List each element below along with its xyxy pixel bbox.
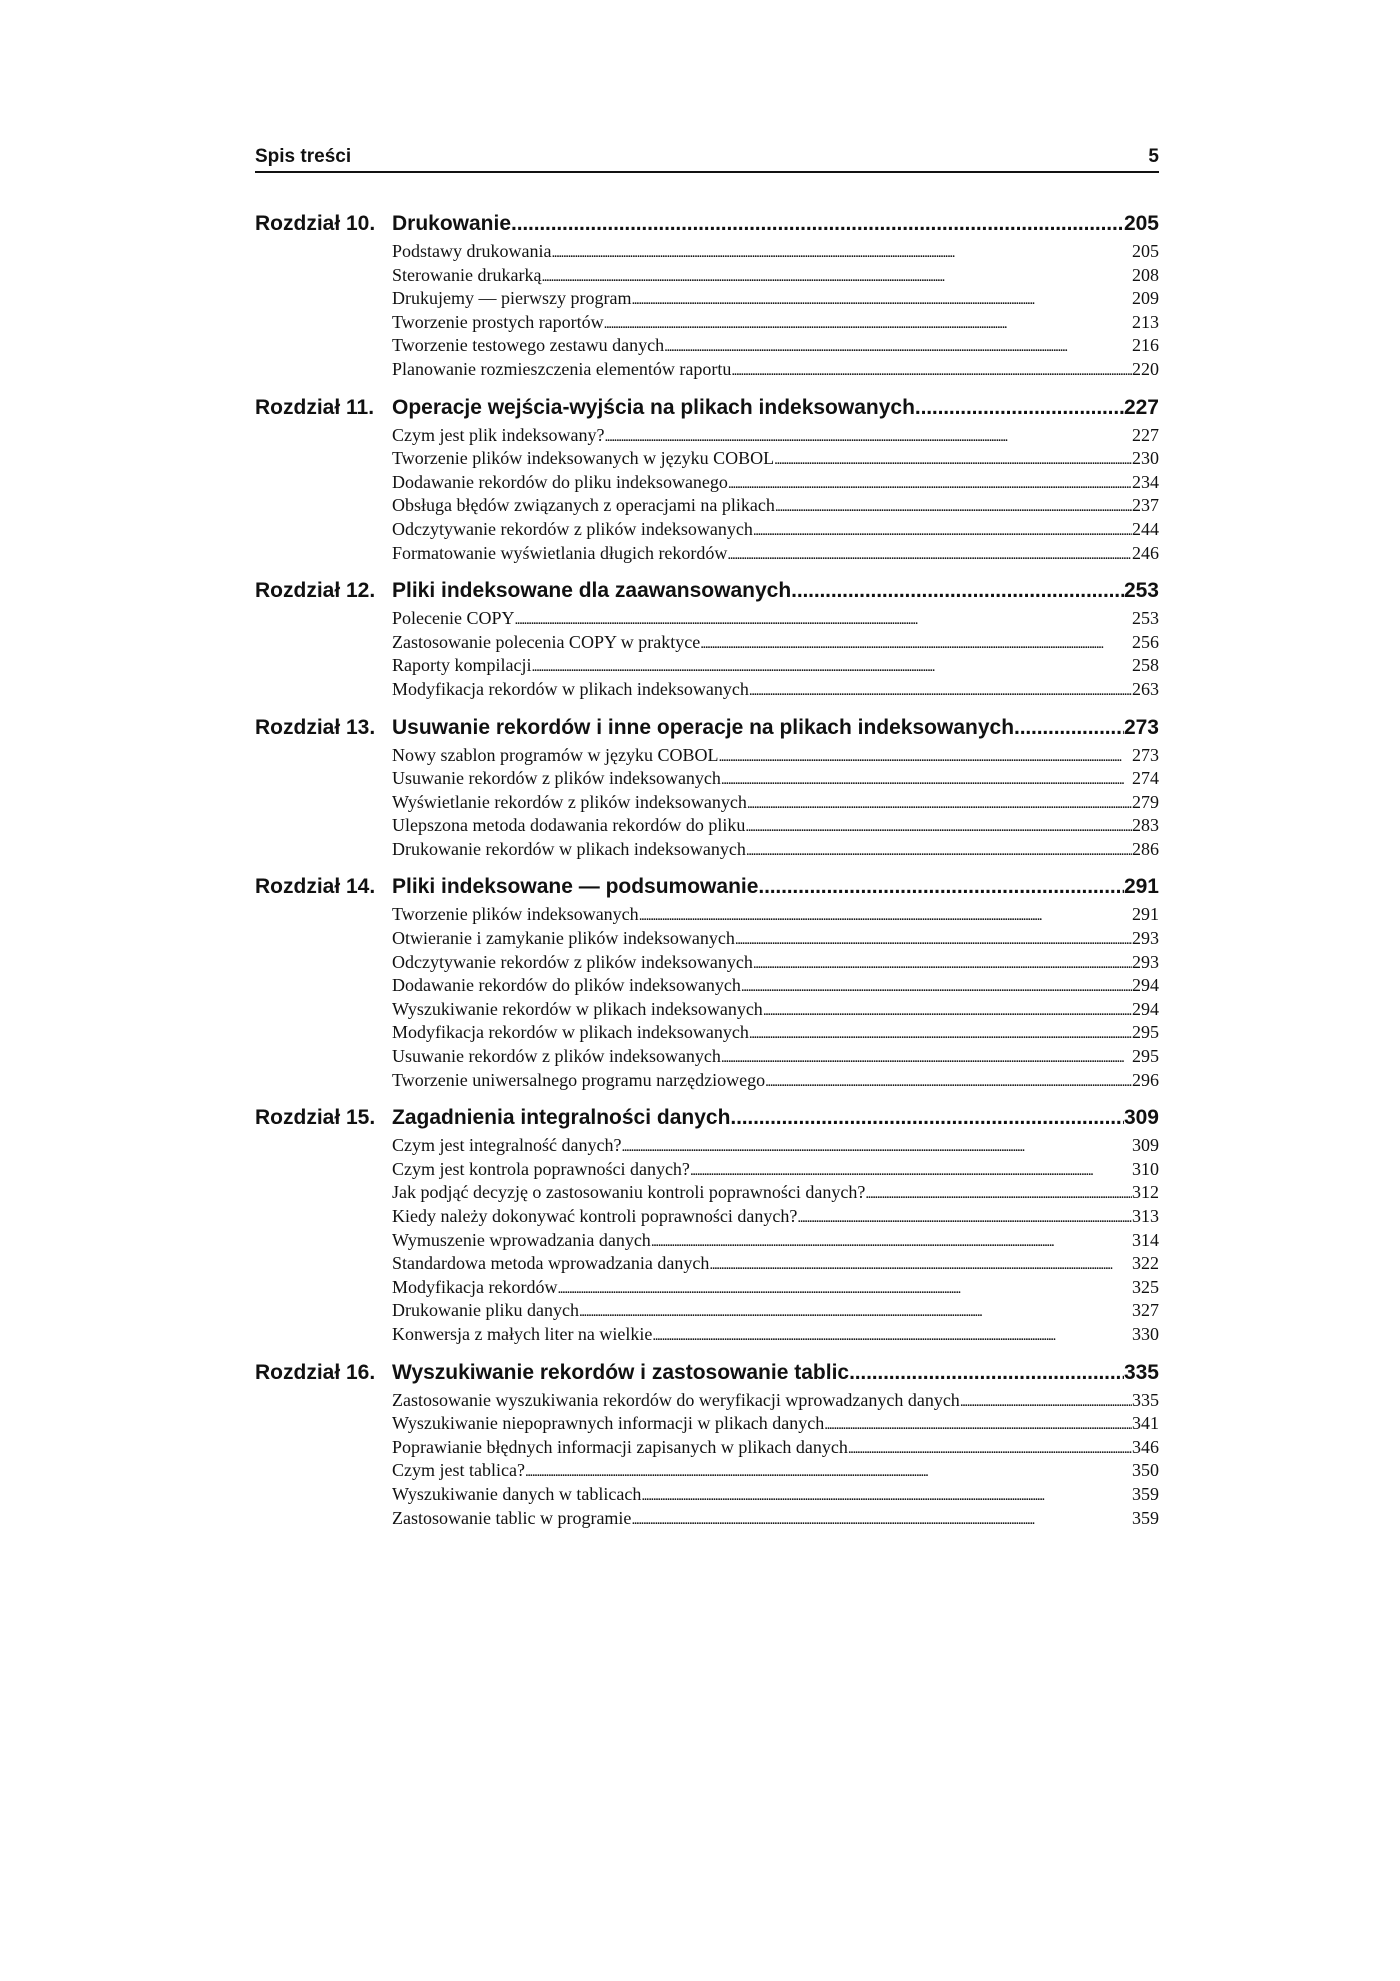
- section-title: Podstawy drukowania: [392, 241, 552, 261]
- dot-leader: [652, 1324, 1132, 1345]
- section-page-number: 263: [1132, 678, 1159, 699]
- dot-leader: [728, 472, 1132, 493]
- chapter-heading: [255, 1106, 1159, 1135]
- chapter-label: Rozdział 14.: [255, 875, 376, 899]
- section-title: Drukowanie pliku danych: [392, 1300, 579, 1321]
- section-title: Jak podjąć decyzję o zastosowaniu kontroli poprawności danych?: [392, 1182, 866, 1203]
- section-page-number: 253: [1132, 608, 1159, 629]
- section-page-number: 335: [1132, 1389, 1159, 1410]
- section-page-number: 279: [1132, 791, 1159, 812]
- dot-leader: [747, 792, 1132, 813]
- section-title: Dodawanie rekordów do pliku indeksowanego: [392, 471, 728, 492]
- section-title: Wyświetlanie rekordów z plików indeksowanych: [392, 791, 747, 812]
- section-title: Dodawanie rekordów do plików indeksowanych: [392, 975, 741, 996]
- section-list: [255, 1135, 1159, 1347]
- section-page-number: 294: [1132, 975, 1159, 996]
- section-page-number: 322: [1132, 1253, 1159, 1274]
- chapter-title: Zagadnienia integralności danych: [392, 1106, 731, 1130]
- toc-entry: [392, 1413, 1159, 1437]
- toc-entry: [392, 288, 1159, 312]
- toc-entry: [392, 815, 1159, 839]
- section-title: Nowy szablon programów w języku COBOL: [392, 744, 719, 765]
- section-title: Tworzenie plików indeksowanych w języku COBOL: [392, 448, 775, 469]
- section-title: Polecenie COPY: [392, 608, 515, 629]
- toc-entry: [392, 1182, 1159, 1206]
- section-list: [255, 904, 1159, 1093]
- chapter-title: Pliki indeksowane dla zaawansowanych: [392, 579, 792, 603]
- section-title: Zastosowanie wyszukiwania rekordów do weryfikacji wprowadzanych danych: [392, 1389, 960, 1410]
- table-of-contents: [255, 212, 1159, 1544]
- dot-leader: [721, 768, 1132, 789]
- section-page-number: 350: [1132, 1460, 1159, 1481]
- section-page-number: 310: [1132, 1158, 1159, 1179]
- toc-entry: [392, 1300, 1159, 1324]
- section-page-number: 295: [1132, 1046, 1159, 1067]
- section-title: Tworzenie uniwersalnego programu narzędziowego: [392, 1069, 766, 1090]
- dot-leader: [514, 608, 1132, 629]
- section-page-number: 359: [1132, 1507, 1159, 1528]
- section-title: Usuwanie rekordów z plików indeksowanych: [392, 1046, 721, 1067]
- chapter-heading: [255, 716, 1159, 745]
- section-page-number: 295: [1132, 1022, 1159, 1043]
- section-title: Czym jest plik indeksowany?: [392, 424, 605, 445]
- section-title: Czym jest tablica?: [392, 1460, 525, 1481]
- section-page-number: 341: [1132, 1413, 1159, 1434]
- chapter-title: Wyszukiwanie rekordów i zastosowanie tablic: [392, 1360, 850, 1384]
- dot-leader: [775, 495, 1132, 516]
- dot-leader: [709, 1253, 1132, 1274]
- dot-leader: [557, 1277, 1132, 1298]
- toc-entry: [392, 928, 1159, 952]
- toc-entry: [392, 608, 1159, 632]
- section-list: [255, 608, 1159, 702]
- dot-leader: [745, 815, 1132, 836]
- section-list: [255, 1390, 1159, 1532]
- toc-entry: [392, 265, 1159, 289]
- toc-entry: [392, 975, 1159, 999]
- toc-chapter: [255, 579, 1159, 702]
- section-title: Czym jest integralność danych?: [392, 1135, 622, 1156]
- section-list: [255, 241, 1159, 383]
- section-page-number: 293: [1132, 928, 1159, 949]
- toc-entry: [392, 1277, 1159, 1301]
- dot-leader: [604, 425, 1132, 446]
- dot-leader: [690, 1159, 1132, 1180]
- dot-leader: [1014, 716, 1124, 740]
- section-title: Kiedy należy dokonywać kontroli poprawności danych?: [392, 1206, 798, 1226]
- dot-leader: [735, 928, 1132, 949]
- dot-leader: [721, 1046, 1132, 1067]
- toc-entry: [392, 1070, 1159, 1094]
- dot-leader: [758, 875, 1124, 899]
- dot-leader: [551, 241, 1132, 262]
- section-page-number: 246: [1132, 542, 1159, 563]
- dot-leader: [664, 335, 1132, 356]
- dot-leader: [797, 1206, 1132, 1227]
- dot-leader: [621, 1135, 1132, 1156]
- section-page-number: 273: [1132, 744, 1159, 765]
- section-title: Wymuszenie wprowadzania danych: [392, 1229, 651, 1250]
- dot-leader: [824, 1413, 1132, 1434]
- dot-leader: [915, 396, 1124, 420]
- section-page-number: 346: [1132, 1436, 1159, 1457]
- section-page-number: 312: [1132, 1182, 1159, 1203]
- section-page-number: 237: [1132, 495, 1159, 516]
- dot-leader: [849, 1361, 1124, 1385]
- toc-chapter: [255, 716, 1159, 863]
- toc-entry: [392, 679, 1159, 703]
- chapter-page-number: 291: [1123, 875, 1159, 899]
- toc-chapter: [255, 1361, 1159, 1532]
- toc-entry: [392, 448, 1159, 472]
- section-page-number: 205: [1132, 241, 1159, 261]
- section-page-number: 216: [1132, 335, 1159, 356]
- chapter-page-number: 227: [1123, 395, 1159, 419]
- toc-entry: [392, 495, 1159, 519]
- dot-leader: [531, 655, 1132, 676]
- toc-entry: [392, 312, 1159, 336]
- section-page-number: 258: [1132, 655, 1159, 676]
- section-title: Modyfikacja rekordów: [392, 1276, 558, 1297]
- toc-entry: [392, 1135, 1159, 1159]
- section-title: Obsługa błędów związanych z operacjami na plikach: [392, 495, 775, 516]
- toc-entry: [392, 839, 1159, 863]
- running-header-page-number: 5: [1148, 146, 1159, 167]
- chapter-heading: [255, 579, 1159, 608]
- dot-leader: [791, 579, 1124, 603]
- toc-chapter: [255, 1106, 1159, 1347]
- section-title: Otwieranie i zamykanie plików indeksowanych: [392, 928, 735, 949]
- dot-leader: [763, 999, 1132, 1020]
- section-page-number: 213: [1132, 311, 1159, 332]
- toc-entry: [392, 768, 1159, 792]
- dot-leader: [749, 1022, 1132, 1043]
- toc-entry: [392, 1484, 1159, 1508]
- dot-leader: [730, 1106, 1124, 1130]
- section-list: [255, 745, 1159, 863]
- section-page-number: 286: [1132, 838, 1159, 859]
- chapter-title: Operacje wejścia-wyjścia na plikach indeksowanych: [392, 395, 915, 419]
- dot-leader: [749, 679, 1132, 700]
- section-title: Drukujemy — pierwszy program: [392, 288, 632, 309]
- dot-leader: [651, 1230, 1132, 1251]
- toc-entry: [392, 1159, 1159, 1183]
- chapter-label: Rozdział 13.: [255, 715, 376, 739]
- section-page-number: 296: [1132, 1069, 1159, 1090]
- chapter-page-number: 335: [1123, 1360, 1159, 1384]
- section-title: Odczytywanie rekordów z plików indeksowanych: [392, 518, 753, 539]
- section-page-number: 274: [1132, 768, 1159, 789]
- toc-chapter: [255, 875, 1159, 1093]
- chapter-heading: [255, 212, 1159, 241]
- toc-entry: [392, 1324, 1159, 1348]
- toc-entry: [392, 792, 1159, 816]
- section-list: [255, 425, 1159, 567]
- chapter-label: Rozdział 11.: [255, 395, 375, 419]
- toc-entry: [392, 335, 1159, 359]
- toc-entry: [392, 904, 1159, 928]
- section-title: Odczytywanie rekordów z plików indeksowanych: [392, 951, 753, 972]
- dot-leader: [765, 1070, 1132, 1091]
- section-page-number: 359: [1132, 1483, 1159, 1504]
- chapter-title: Drukowanie: [392, 212, 512, 235]
- section-title: Raporty kompilacji: [392, 655, 532, 676]
- section-page-number: 234: [1132, 471, 1159, 492]
- toc-entry: [392, 1460, 1159, 1484]
- dot-leader: [525, 1460, 1132, 1481]
- toc-entry: [392, 1390, 1159, 1414]
- section-title: Wyszukiwanie rekordów w plikach indeksowanych: [392, 998, 763, 1019]
- toc-entry: [392, 1046, 1159, 1070]
- section-title: Wyszukiwanie niepoprawnych informacji w plikach danych: [392, 1413, 825, 1434]
- section-title: Tworzenie testowego zestawu danych: [392, 335, 665, 356]
- toc-entry: [392, 472, 1159, 496]
- toc-entry: [392, 632, 1159, 656]
- chapter-label: Rozdział 16.: [255, 1360, 376, 1384]
- section-page-number: 227: [1132, 424, 1159, 445]
- chapter-label: Rozdział 10.: [255, 212, 376, 235]
- toc-entry: [392, 952, 1159, 976]
- chapter-heading: [255, 875, 1159, 904]
- toc-entry: [392, 1508, 1159, 1532]
- toc-entry: [392, 655, 1159, 679]
- dot-leader: [541, 265, 1132, 286]
- dot-leader: [604, 312, 1132, 333]
- header-rule: [255, 171, 1159, 173]
- section-page-number: 293: [1132, 951, 1159, 972]
- toc-entry: [392, 519, 1159, 543]
- chapter-title: Pliki indeksowane — podsumowanie: [392, 875, 759, 899]
- toc-entry: [392, 1253, 1159, 1277]
- dot-leader: [727, 543, 1132, 564]
- dot-leader: [960, 1390, 1132, 1411]
- dot-leader: [741, 975, 1132, 996]
- section-page-number: 244: [1132, 518, 1159, 539]
- dot-leader: [639, 904, 1132, 925]
- toc-entry: [392, 1437, 1159, 1461]
- section-title: Standardowa metoda wprowadzania danych: [392, 1253, 710, 1274]
- section-title: Modyfikacja rekordów w plikach indeksowanych: [392, 1022, 749, 1043]
- section-title: Drukowanie rekordów w plikach indeksowanych: [392, 838, 746, 859]
- section-page-number: 309: [1132, 1135, 1159, 1156]
- dot-leader: [641, 1484, 1132, 1505]
- section-page-number: 230: [1132, 448, 1159, 469]
- section-title: Tworzenie prostych raportów: [392, 311, 604, 332]
- section-page-number: 314: [1132, 1229, 1159, 1250]
- section-page-number: 294: [1132, 998, 1159, 1019]
- section-page-number: 327: [1132, 1300, 1159, 1321]
- section-page-number: 208: [1132, 264, 1159, 285]
- chapter-label: Rozdział 12.: [255, 579, 376, 603]
- dot-leader: [848, 1437, 1132, 1458]
- dot-leader: [774, 448, 1132, 469]
- toc-entry: [392, 1206, 1159, 1230]
- dot-leader: [746, 839, 1132, 860]
- chapter-heading: [255, 396, 1159, 425]
- chapter-page-number: 253: [1123, 579, 1159, 603]
- dot-leader: [718, 745, 1132, 766]
- section-title: Konwersja z małych liter na wielkie: [392, 1323, 653, 1344]
- chapter-heading: [255, 1361, 1159, 1390]
- section-page-number: 291: [1132, 904, 1159, 925]
- dot-leader: [865, 1182, 1132, 1203]
- section-page-number: 256: [1132, 631, 1159, 652]
- dot-leader: [753, 519, 1132, 540]
- dot-leader: [579, 1300, 1132, 1321]
- chapter-title: Usuwanie rekordów i inne operacje na plikach indeksowanych: [392, 715, 1015, 739]
- section-title: Tworzenie plików indeksowanych: [392, 904, 639, 925]
- toc-entry: [392, 745, 1159, 769]
- chapter-page-number: 309: [1123, 1106, 1159, 1130]
- section-title: Wyszukiwanie danych w tablicach: [392, 1483, 642, 1504]
- section-title: Ulepszona metoda dodawania rekordów do pliku: [392, 815, 746, 836]
- section-title: Zastosowanie tablic w programie: [392, 1507, 632, 1528]
- toc-entry: [392, 359, 1159, 383]
- dot-leader: [731, 359, 1132, 380]
- toc-entry: [392, 1022, 1159, 1046]
- section-title: Modyfikacja rekordów w plikach indeksowanych: [392, 678, 749, 699]
- running-header: [255, 146, 1159, 172]
- running-header-title: Spis treści: [255, 146, 352, 167]
- toc-chapter: [255, 212, 1159, 383]
- toc-entry: [392, 999, 1159, 1023]
- toc-chapter: [255, 396, 1159, 567]
- dot-leader: [511, 212, 1124, 236]
- section-title: Formatowanie wyświetlania długich rekordów: [392, 542, 728, 563]
- section-page-number: 209: [1132, 288, 1159, 309]
- toc-entry: [392, 241, 1159, 265]
- section-page-number: 330: [1132, 1323, 1159, 1344]
- section-title: Zastosowanie polecenia COPY w praktyce: [392, 631, 701, 652]
- section-page-number: 283: [1132, 815, 1159, 836]
- dot-leader: [753, 952, 1132, 973]
- dot-leader: [631, 288, 1132, 309]
- chapter-label: Rozdział 15.: [255, 1106, 376, 1130]
- section-title: Poprawianie błędnych informacji zapisanych w plikach danych: [392, 1436, 848, 1457]
- section-page-number: 313: [1132, 1206, 1159, 1226]
- dot-leader: [700, 632, 1132, 653]
- section-title: Sterowanie drukarką: [392, 264, 542, 285]
- toc-entry: [392, 1230, 1159, 1254]
- section-page-number: 325: [1132, 1276, 1159, 1297]
- dot-leader: [631, 1508, 1132, 1529]
- section-page-number: 220: [1132, 358, 1159, 379]
- section-title: Czym jest kontrola poprawności danych?: [392, 1158, 690, 1179]
- toc-entry: [392, 543, 1159, 567]
- chapter-page-number: 273: [1123, 715, 1159, 739]
- section-title: Planowanie rozmieszczenia elementów raportu: [392, 358, 732, 379]
- section-title: Usuwanie rekordów z plików indeksowanych: [392, 768, 721, 789]
- chapter-page-number: 205: [1123, 212, 1159, 235]
- toc-entry: [392, 425, 1159, 449]
